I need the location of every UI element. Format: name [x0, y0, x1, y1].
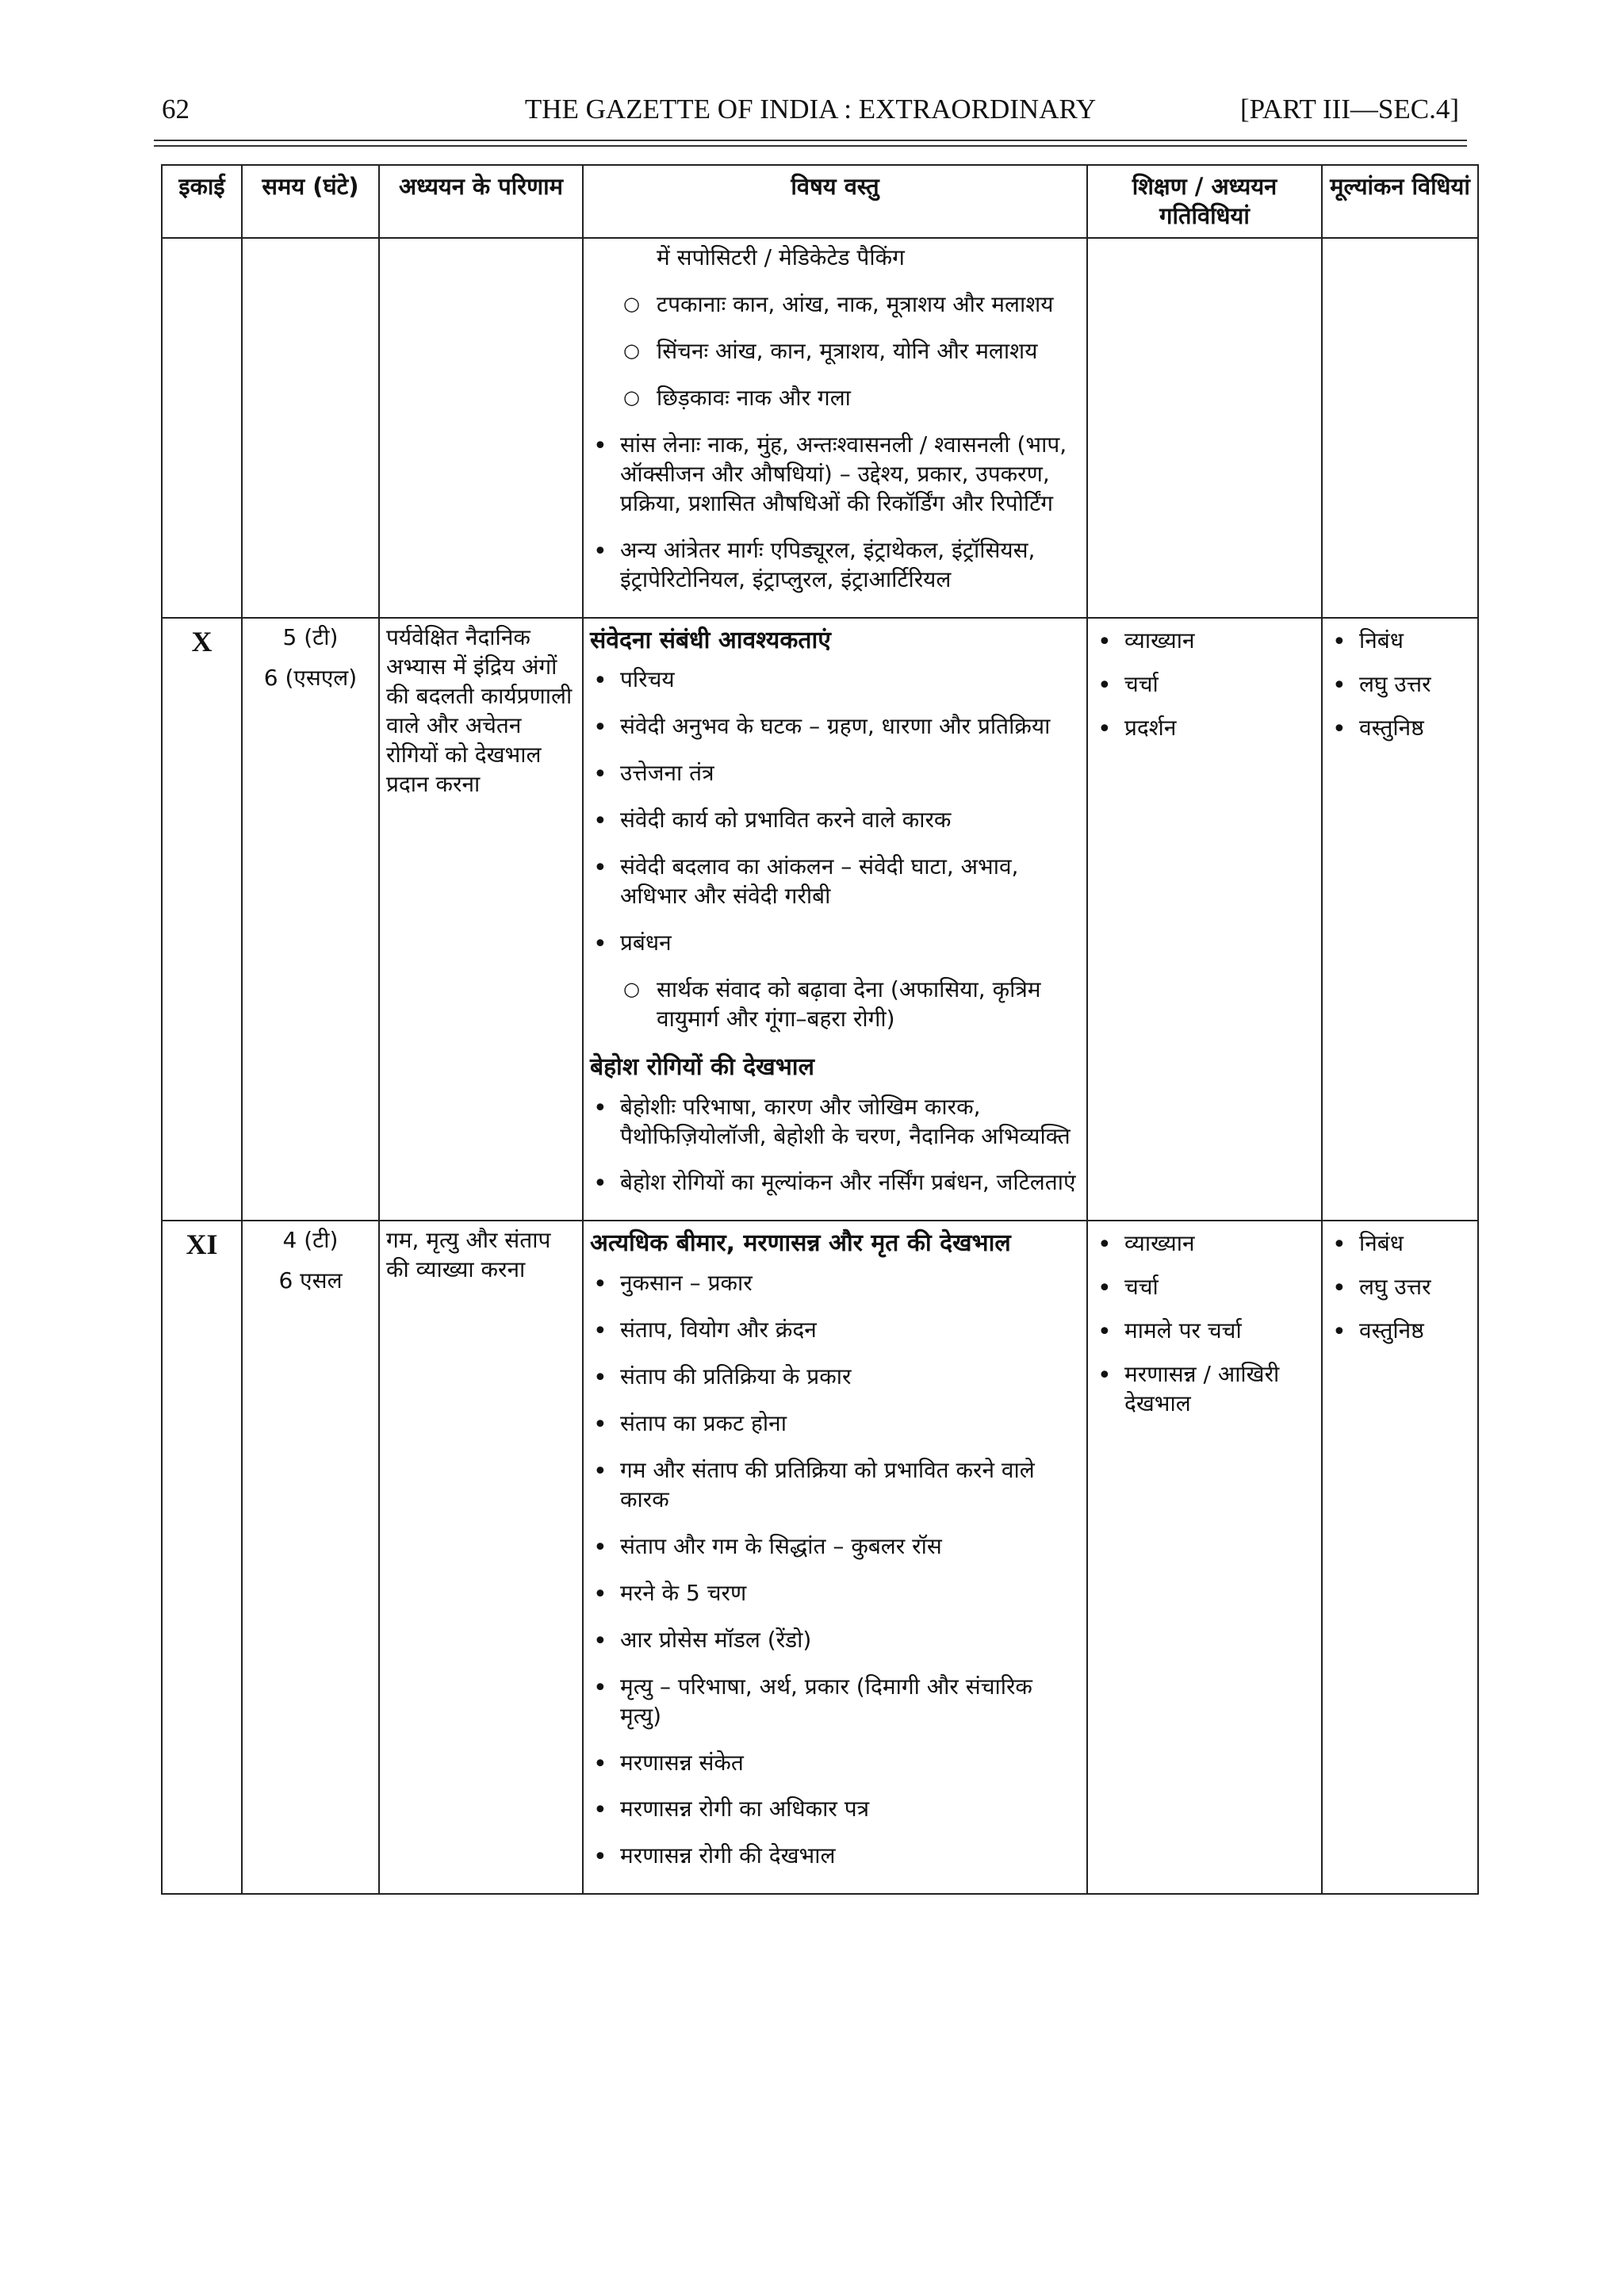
activity-item: • प्रदर्शन	[1094, 714, 1315, 743]
section-heading: बेहोश रोगियों की देखभाल	[590, 1052, 814, 1081]
sub-list-item: ○ टपकानाः कान, आंख, नाक, मूत्राशय और मलाशय	[590, 290, 1080, 320]
sub-list-item: ○ सिंचनः आंख, कान, मूत्राशय, योनि और मलाशय	[590, 337, 1080, 366]
table-body	[162, 238, 1478, 1894]
content-list	[590, 1269, 1080, 1871]
activity-item: • मामले पर चर्चा	[1094, 1317, 1315, 1346]
outcome-cell: गम, मृत्यु और संताप की व्याख्या करना	[379, 1221, 583, 1894]
list-item: • मरणासन्न रोगी का अधिकार पत्र	[590, 1795, 1080, 1824]
list-item: • आर प्रोसेस मॉडल (रेंडो)	[590, 1626, 1080, 1655]
list-item: • परिचय	[590, 665, 1080, 695]
part-section-label: [PART III—SEC.4]	[1240, 94, 1459, 125]
table-row	[162, 1221, 1478, 1894]
header-unit: इकाई	[162, 165, 242, 238]
activity-item: • व्याख्यान	[1094, 1229, 1315, 1259]
time-value: 4 (टी)	[282, 1227, 339, 1254]
activities-cell	[1087, 238, 1322, 618]
evaluation-cell	[1322, 618, 1478, 1221]
time-value: 6 (एसएल)	[263, 664, 358, 691]
evaluation-cell	[1322, 1221, 1478, 1894]
header-activities: शिक्षण / अध्ययन गतिविधियां	[1087, 165, 1322, 238]
table-row	[162, 238, 1478, 618]
list-item: • सांस लेनाः नाक, मुंह, अन्तःश्वासनली / श्वासनली (भाप, ऑक्सीजन और औषधियां) – उद्देश्य, प्रकार, उपकरण, प्रक्रिया, प्रशासित औषधिओं की रिकॉर्डिंग और रिपोर्टिंग	[590, 431, 1080, 519]
time-value: 5 (टी)	[282, 623, 339, 650]
table-row	[162, 618, 1478, 1221]
activity-item: • चर्चा	[1094, 1273, 1315, 1302]
list-item: • संताप और गम के सिद्धांत – कुबलर रॉस	[590, 1532, 1080, 1562]
time-value: 6 एसल	[278, 1267, 343, 1294]
header-evaluation: मूल्यांकन विधियां	[1322, 165, 1478, 238]
list-item: • संताप की प्रतिक्रिया के प्रकार	[590, 1363, 1080, 1392]
activity-item: • व्याख्यान	[1094, 627, 1315, 656]
page-number: 62	[162, 94, 190, 125]
list-item: • नुकसान – प्रकार	[590, 1269, 1080, 1298]
header-rule-top	[154, 140, 1467, 141]
evaluation-list	[1329, 627, 1471, 743]
list-item: • संवेदी अनुभव के घटक – ग्रहण, धारणा और प्रतिक्रिया	[590, 712, 1080, 742]
list-item: • संवेदी बदलाव का आंकलन – संवेदी घाटा, अभाव, अधिभार और संवेदी गरीबी	[590, 853, 1080, 911]
outcome-cell: पर्यवेक्षित नैदानिक अभ्यास में इंद्रिय अंगों की बदलती कार्यप्रणाली वाले और अचेतन रोगियों को देखभाल प्रदान करना	[379, 618, 583, 1221]
list-item: • प्रबंधन	[590, 929, 1080, 958]
evaluation-item: • लघु उत्तर	[1329, 670, 1471, 700]
section-heading: अत्यधिक बीमार, मरणासन्न और मृत की देखभाल	[590, 1229, 1011, 1258]
list-item: • बेहोश रोगियों का मूल्यांकन और नर्सिंग प्रबंधन, जटिलताएं	[590, 1168, 1080, 1198]
unit-cell: X	[162, 618, 242, 1221]
unit-cell	[162, 238, 242, 618]
evaluation-item: • वस्तुनिष्ठ	[1329, 714, 1471, 743]
list-item: • मृत्यु – परिभाषा, अर्थ, प्रकार (दिमागी और संचारिक मृत्यु)	[590, 1673, 1080, 1731]
list-item: • अन्य आंत्रेतर मार्गः एपिड्यूरल, इंट्राथेकल, इंट्रॉसियस, इंट्रापेरिटोनियल, इंट्राप्लुरल, इंट्राआर्टिरियल	[590, 536, 1080, 595]
evaluation-item: • वस्तुनिष्ठ	[1329, 1317, 1471, 1346]
gazette-title: THE GAZETTE OF INDIA : EXTRAORDINARY	[524, 94, 1097, 125]
activities-cell	[1087, 618, 1322, 1221]
time-cell	[242, 618, 379, 1221]
list-item: • मरणासन्न रोगी की देखभाल	[590, 1842, 1080, 1871]
list-item: • उत्तेजना तंत्र	[590, 759, 1080, 788]
header-rule-bottom	[154, 145, 1467, 147]
syllabus-table	[161, 164, 1479, 1895]
evaluation-cell	[1322, 238, 1478, 618]
time-cell	[242, 1221, 379, 1894]
header-outcomes: अध्ययन के परिणाम	[379, 165, 583, 238]
evaluation-item: • निबंध	[1329, 627, 1471, 656]
list-item: • मरने के 5 चरण	[590, 1579, 1080, 1608]
activities-list	[1094, 1229, 1315, 1419]
content-cell	[583, 618, 1087, 1221]
content-list	[590, 1093, 1080, 1198]
activities-cell	[1087, 1221, 1322, 1894]
activities-list	[1094, 627, 1315, 743]
sub-list-item: ○ छिड़कावः नाक और गला	[590, 384, 1080, 413]
activity-item: • चर्चा	[1094, 670, 1315, 700]
sub-list-item: ○ सार्थक संवाद को बढ़ावा देना (अफासिया, कृत्रिम वायुमार्ग और गूंगा–बहरा रोगी)	[590, 976, 1080, 1034]
list-item: • संताप, वियोग और क्रंदन	[590, 1316, 1080, 1345]
list-item: में सपोसिटरी / मेडिकेटेड पैकिंग	[657, 244, 905, 271]
evaluation-item: • निबंध	[1329, 1229, 1471, 1259]
list-item: • मरणासन्न संकेत	[590, 1749, 1080, 1778]
list-item: • गम और संताप की प्रतिक्रिया को प्रभावित करने वाले कारक	[590, 1456, 1080, 1515]
outcome-cell	[379, 238, 583, 618]
content-cell	[583, 1221, 1087, 1894]
list-item: • संताप का प्रकट होना	[590, 1409, 1080, 1439]
table-header-row	[162, 165, 1478, 238]
content-list	[590, 665, 1080, 1034]
evaluation-list	[1329, 1229, 1471, 1346]
section-heading: संवेदना संबंधी आवश्यकताएं	[590, 626, 831, 654]
header-content: विषय वस्तु	[583, 165, 1087, 238]
list-item: • संवेदी कार्य को प्रभावित करने वाले कारक	[590, 806, 1080, 835]
unit-cell: XI	[162, 1221, 242, 1894]
activity-item: • मरणासन्न / आखिरी देखभाल	[1094, 1360, 1315, 1419]
list-item: • बेहोशीः परिभाषा, कारण और जोखिम कारक, पैथोफिज़ियोलॉजी, बेहोशी के चरण, नैदानिक अभिव्यक्ति	[590, 1093, 1080, 1152]
time-cell	[242, 238, 379, 618]
page-header	[162, 94, 1459, 141]
content-cell	[583, 238, 1087, 618]
content-list	[590, 243, 1080, 595]
evaluation-item: • लघु उत्तर	[1329, 1273, 1471, 1302]
header-time: समय (घंटे)	[242, 165, 379, 238]
